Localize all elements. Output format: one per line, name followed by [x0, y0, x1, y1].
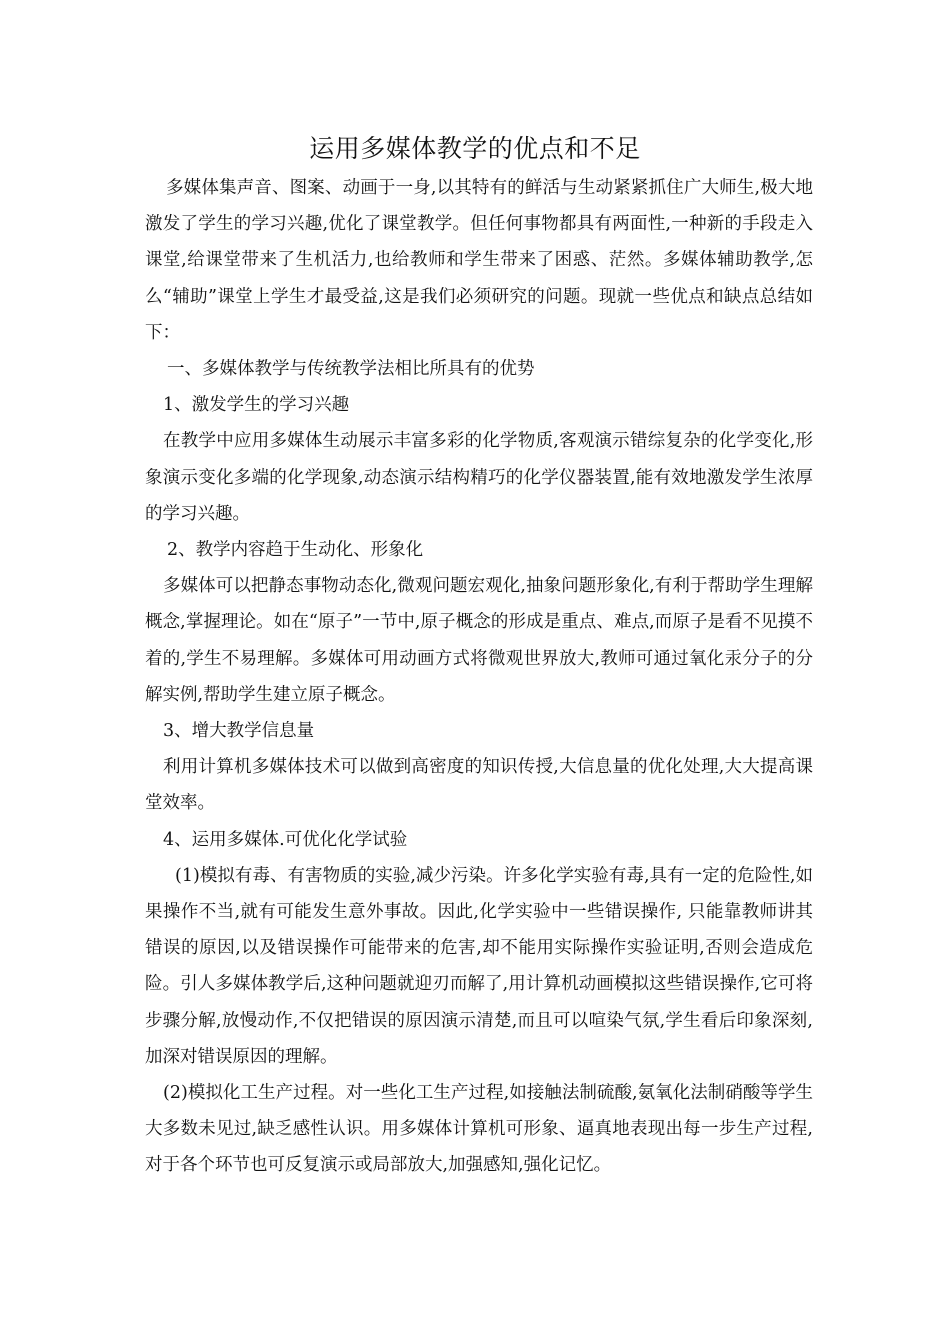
document-title: 运用多媒体教学的优点和不足 — [309, 134, 641, 163]
section-heading: 一、多媒体教学与传统教学法相比所具有的优势 — [167, 359, 535, 380]
item-heading: 2、教学内容趋于生动化、形象化 — [167, 540, 424, 561]
document-body — [145, 170, 813, 1184]
item-heading: 4、运用多媒体.可优化化学试验 — [163, 829, 408, 850]
item-paragraph: 利用计算机多媒体技术可以做到高密度的知识传授,大信息量的优化处理,大大提高课堂效率。 — [145, 757, 813, 814]
intro-paragraph: 多媒体集声音、图案、动画于一身,以其特有的鲜活与生动紧紧抓住广大师生,极大地激发了学生的学习兴趣,优化了课堂教学。但任何事物都具有两面性,一种新的手段走入课堂,给课堂带来了生机活力,也给教师和学生带来了困惑、茫然。多媒体辅助教学,怎么“辅助”课堂上学生才最受益,这是我们必须研究的问题。现就一些优点和缺点总结如下： — [145, 178, 813, 343]
sub-item-paragraph: (2)模拟化工生产过程。对一些化工生产过程,如接触法制硫酸,氨氧化法制硝酸等学生大多数未见过,缺乏感性认识。用多媒体计算机可形象、逼真地表现出每一步生产过程,对于各个环节也可反复演示或局部放大,加强感知,强化记忆。 — [145, 1083, 813, 1176]
item-paragraph: 在教学中应用多媒体生动展示丰富多彩的化学物质,客观演示错综复杂的化学变化,形象演示变化多端的化学现象,动态演示结构精巧的化学仪器装置,能有效地激发学生浓厚的学习兴趣。 — [145, 431, 813, 524]
item-paragraph: 多媒体可以把静态事物动态化,微观问题宏观化,抽象问题形象化,有利于帮助学生理解概念,掌握理论。如在“原子”一节中,原子概念的形成是重点、难点,而原子是看不见摸不着的,学生不易理解。多媒体可用动画方式将微观世界放大,教师可通过氧化汞分子的分解实例,帮助学生建立原子概念。 — [145, 576, 813, 705]
item-heading: 3、增大教学信息量 — [163, 721, 315, 742]
sub-item-paragraph: (1)模拟有毒、有害物质的实验,减少污染。许多化学实验有毒,具有一定的危险性,如果操作不当,就有可能发生意外事故。因此,化学实验中一些错误操作, 只能靠教师讲其错误的原因,以及错误操作可能带来的危害,却不能用实际操作实验证明,否则会造成危险。引人多媒体教学后,这种问题就迎刃而解了,用计算机动画模拟这些错误操作,它可将步骤分解,放慢动作,不仅把错误的原因演示清楚,而且可以喧染气氛,学生看后印象深刻,加深对错误原因的理解。 — [145, 865, 813, 1067]
item-heading: 1、激发学生的学习兴趣 — [163, 395, 350, 416]
